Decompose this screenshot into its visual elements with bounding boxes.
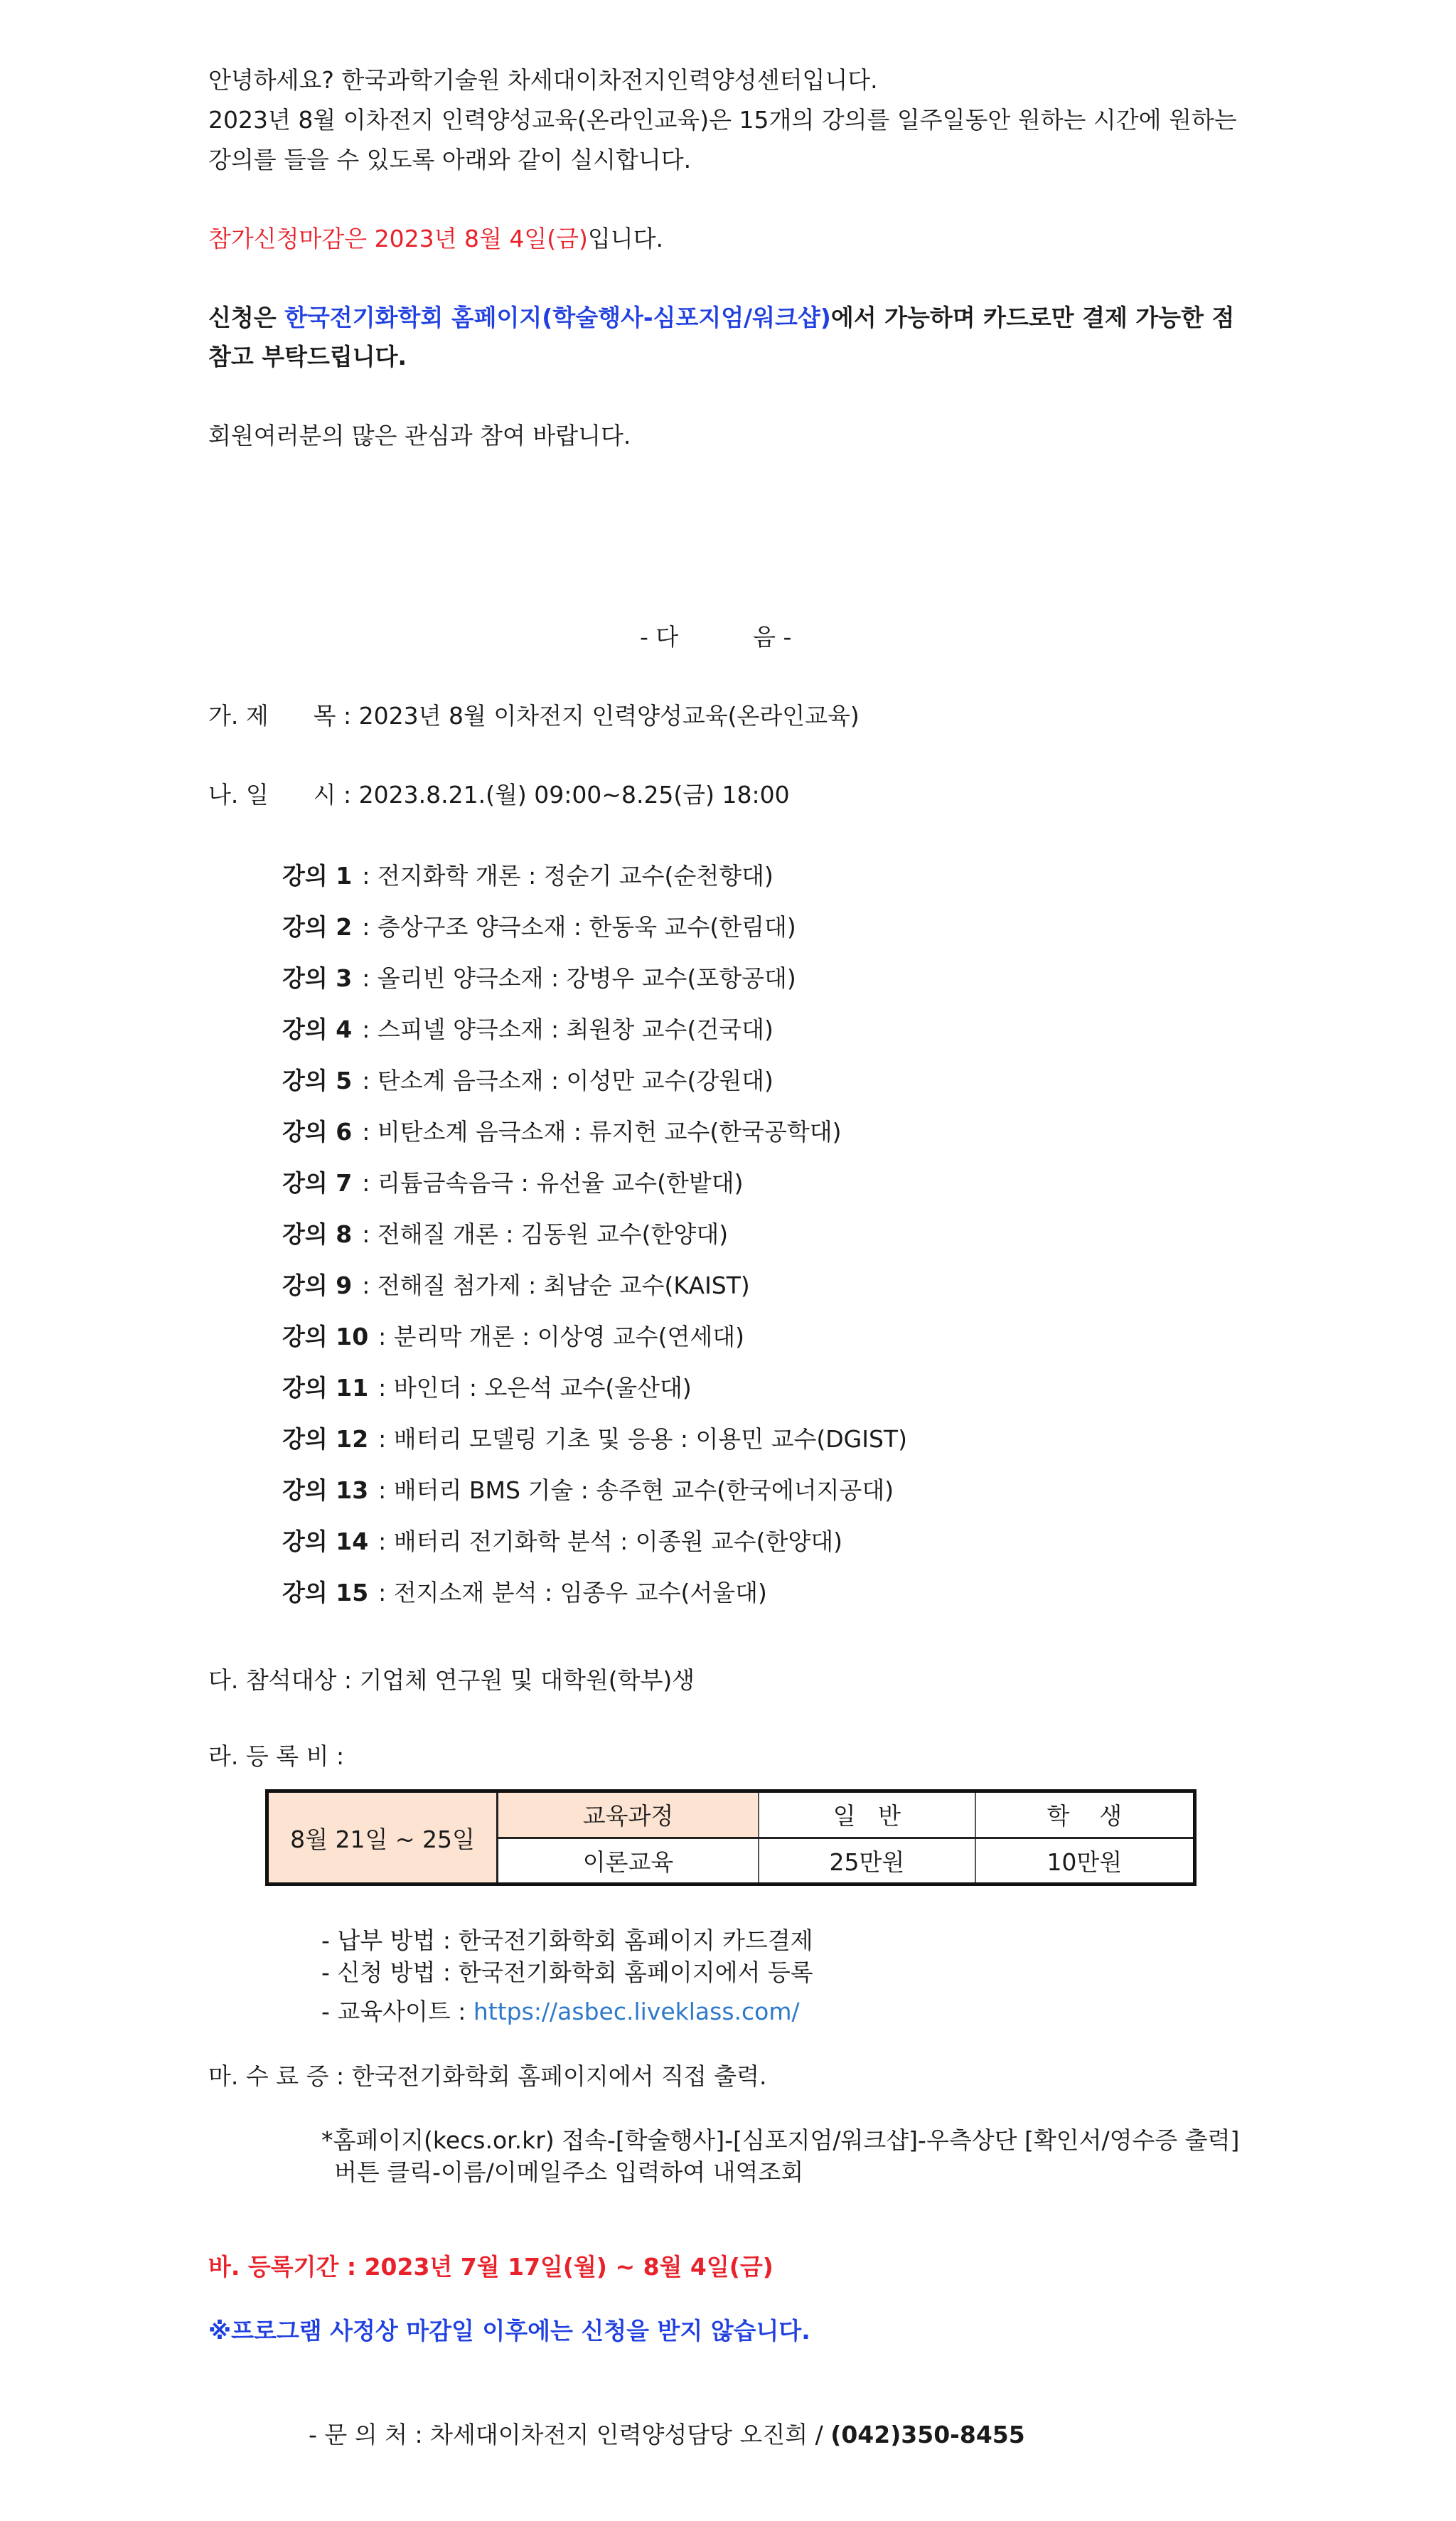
lecture-item [282, 1318, 744, 1352]
payment-method: - 납부 방법 : 한국전기화학회 홈페이지 카드결제 [321, 1926, 813, 1954]
lecture-item [282, 1267, 750, 1301]
intro-line-3: 강의를 들을 수 있도록 아래와 같이 실시합니다. [208, 146, 692, 174]
apply-suffix: 에서 가능하며 카드로만 결제 가능한 점 [830, 304, 1235, 331]
lecture-text: : 탄소계 음극소재 : 이성만 교수(강원대) [362, 1067, 774, 1094]
item-fee: 라. 등 록 비 : [208, 1742, 345, 1770]
fee-header-general: 일 반 [759, 1791, 975, 1838]
registration-period: 바. 등록기간 : 2023년 7월 17일(월) ~ 8월 4일(금) [208, 2253, 774, 2281]
lecture-text: : 분리막 개론 : 이상영 교수(연세대) [378, 1323, 745, 1350]
apply-line-2: 참고 부탁드립니다. [208, 343, 407, 371]
lecture-text: : 비탄소계 음극소재 : 류지헌 교수(한국공학대) [362, 1118, 842, 1146]
fee-period: 8월 21일 ~ 25일 [267, 1791, 498, 1885]
lecture-text: : 바인더 : 오은석 교수(울산대) [378, 1374, 692, 1402]
lecture-item [282, 1062, 774, 1096]
contact-phone: (042)350-8455 [830, 2421, 1025, 2448]
lecture-item [282, 1165, 743, 1198]
lecture-text: : 배터리 전기화학 분석 : 이종원 교수(한양대) [378, 1528, 843, 1555]
item-target: 다. 참석대상 : 기업체 연구원 및 대학원(학부)생 [208, 1666, 695, 1694]
lecture-label: 강의 6 [282, 1118, 353, 1146]
certificate-note-line-1: *홈페이지(kecs.or.kr) 접속-[학술행사]-[심포지엄/워크샵]-우측상단 [확인서/영수증 출력] [321, 2126, 1240, 2154]
lecture-text: : 전지소재 분석 : 임종우 교수(서울대) [378, 1579, 767, 1606]
apply-line-1 [208, 302, 1234, 334]
lecture-item [282, 858, 774, 891]
lecture-item [282, 1011, 774, 1045]
lecture-text: : 전해질 첨가제 : 최남순 교수(KAIST) [362, 1272, 750, 1299]
apply-link-text: 한국전기화학회 홈페이지(학술행사-심포지엄/워크샵) [284, 304, 831, 331]
fee-student: 10만원 [975, 1838, 1195, 1885]
lecture-item [282, 1523, 842, 1557]
fee-general: 25만원 [759, 1838, 975, 1885]
lecture-label: 강의 12 [282, 1425, 369, 1453]
fee-header-student: 학 생 [975, 1791, 1195, 1838]
contact-text: - 문 의 처 : 차세대이차전지 인력양성담당 오진희 / [309, 2421, 831, 2448]
lecture-item [282, 1370, 692, 1403]
lecture-label: 강의 2 [282, 913, 353, 941]
lecture-label: 강의 3 [282, 964, 353, 992]
lecture-item [282, 1421, 907, 1454]
lecture-item [282, 1472, 894, 1505]
lecture-label: 강의 10 [282, 1323, 369, 1350]
deadline-suffix: 입니다. [587, 225, 663, 252]
apply-method: - 신청 방법 : 한국전기화학회 홈페이지에서 등록 [321, 1958, 813, 1986]
item-date: 나. 일 시 : 2023.8.21.(월) 09:00~8.25(금) 18:00 [208, 781, 790, 809]
fee-course: 이론교육 [498, 1838, 759, 1885]
fee-header-course: 교육과정 [498, 1791, 759, 1838]
lecture-label: 강의 5 [282, 1067, 353, 1094]
lecture-label: 강의 9 [282, 1272, 353, 1299]
fee-table [265, 1789, 1197, 1886]
intro-line-1: 안녕하세요? 한국과학기술원 차세대이차전지인력양성센터입니다. [208, 66, 878, 94]
item-certificate: 마. 수 료 증 : 한국전기화학회 홈페이지에서 직접 출력. [208, 2062, 767, 2090]
site-label: - 교육사이트 : [321, 1998, 473, 2025]
lecture-text: : 올리빈 양극소재 : 강병우 교수(포항공대) [362, 964, 796, 992]
lecture-label: 강의 1 [282, 862, 353, 890]
lecture-text: : 전지화학 개론 : 정순기 교수(순천향대) [362, 862, 774, 890]
lecture-text: : 배터리 BMS 기술 : 송주현 교수(한국에너지공대) [378, 1476, 894, 1504]
lecture-label: 강의 4 [282, 1016, 353, 1043]
apply-prefix: 신청은 [208, 304, 285, 331]
certificate-note-line-2: 버튼 클릭-이름/이메일주소 입력하여 내역조회 [334, 2158, 804, 2186]
section-header: - 다 음 - [640, 623, 792, 651]
closing-text: 회원여러분의 많은 관심과 참여 바랍니다. [208, 422, 631, 449]
lecture-label: 강의 15 [282, 1579, 369, 1606]
lecture-item [282, 909, 796, 942]
lecture-text: : 리튬금속음극 : 유선율 교수(한밭대) [362, 1169, 744, 1197]
item-title: 가. 제 목 : 2023년 8월 이차전지 인력양성교육(온라인교육) [208, 702, 860, 730]
site-link[interactable]: https://asbec.liveklass.com/ [473, 1998, 800, 2025]
contact [309, 2419, 1025, 2451]
lecture-label: 강의 13 [282, 1476, 369, 1504]
deadline-notice [208, 223, 663, 255]
intro-line-2: 2023년 8월 이차전지 인력양성교육(온라인교육)은 15개의 강의를 일주일동안 원하는 시간에 원하는 [208, 106, 1237, 134]
lecture-text: : 배터리 모델링 기초 및 응용 : 이용민 교수(DGIST) [378, 1425, 907, 1453]
lecture-text: : 전해질 개론 : 김동원 교수(한양대) [362, 1220, 729, 1248]
lecture-label: 강의 11 [282, 1374, 369, 1402]
lecture-label: 강의 7 [282, 1169, 353, 1197]
lecture-item [282, 1574, 767, 1608]
lecture-text: : 층상구조 양극소재 : 한동욱 교수(한림대) [362, 913, 796, 941]
program-notice: ※프로그램 사정상 마감일 이후에는 신청을 받지 않습니다. [208, 2317, 810, 2345]
lecture-item [282, 960, 796, 993]
lecture-label: 강의 14 [282, 1528, 369, 1555]
lecture-item [282, 1216, 728, 1249]
lecture-label: 강의 8 [282, 1220, 353, 1248]
education-site [321, 1995, 800, 2028]
deadline-date: 참가신청마감은 2023년 8월 4일(금) [208, 225, 588, 252]
lecture-text: : 스피넬 양극소재 : 최원창 교수(건국대) [362, 1016, 774, 1043]
lecture-item [282, 1114, 841, 1147]
